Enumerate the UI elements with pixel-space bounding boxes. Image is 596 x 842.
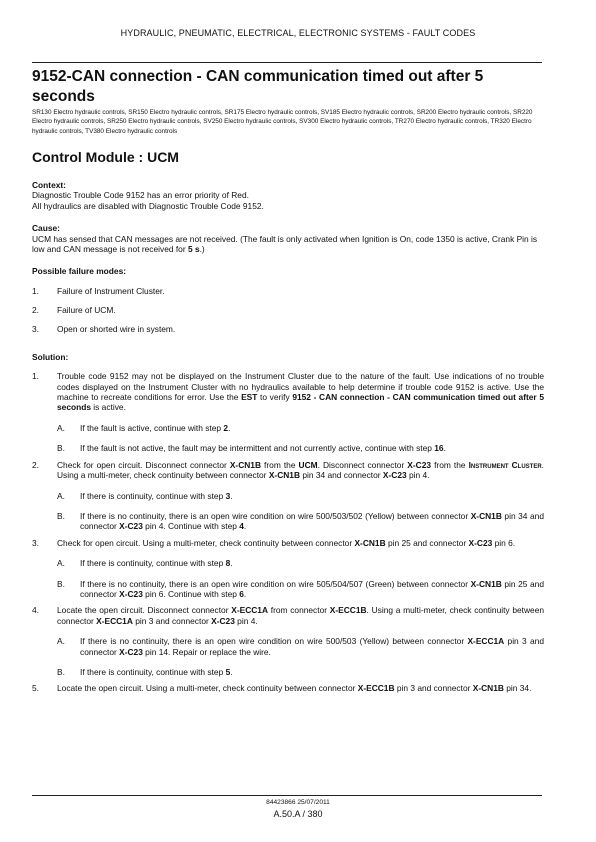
footer-rule <box>32 795 542 796</box>
fault-code-title: 9152-CAN connection - CAN communication timed out after 5 seconds <box>32 68 484 105</box>
step-4-option-b: B. If there is continuity, continue with step 5. <box>57 666 233 677</box>
step-3-option-b: B. If there is no continuity, there is an open wire condition on wire 505/504/507 (Green) between connector X-CN1B pin 25 and connector X-C23 pin 6. Continue with step 6. <box>57 578 544 599</box>
failure-modes-heading: Possible failure modes: <box>32 266 127 277</box>
step-2-option-b: B. If there is no continuity, there is an open wire condition on wire 500/503/502 (Yellow) between connector X-CN1B pin 34 and connector X-C23 pin 4. Continue with step 4. <box>57 510 544 532</box>
document-code: 84423866 25/07/2011 <box>266 799 330 806</box>
failure-mode-item: 1. Failure of Instrument Cluster. <box>32 285 165 296</box>
step-1-option-b: B. If the fault is not active, the fault may be intermittent and not currently active, continue with step 16. <box>57 443 446 454</box>
solution-step-3: 3. Check for open circuit. Using a multi-meter, check continuity between connector X-CN1B pin 25 and connector X-C23 pin 6. <box>32 537 516 548</box>
step-2-option-a: A. If there is continuity, continue with step 3. <box>57 490 233 501</box>
cause-heading: Cause: <box>32 223 60 234</box>
context-line-1: Diagnostic Trouble Code 9152 has an error priority of Red. <box>32 190 249 201</box>
header-rule <box>32 62 542 63</box>
step-1-option-a: A. If the fault is active, continue with step 2. <box>57 422 231 433</box>
section-header: HYDRAULIC, PNEUMATIC, ELECTRICAL, ELECTRONIC SYSTEMS - FAULT CODES <box>120 28 476 38</box>
control-module-title: Control Module : UCM <box>32 149 179 165</box>
solution-step-5: 5. Locate the open circuit. Using a multi-meter, check continuity between connector X-ECC1B pin 3 and connector X-CN1B pin 34. <box>32 683 532 694</box>
step-4-option-a: A. If there is no continuity, there is an open wire condition on wire 500/503 (Yellow) between connector X-ECC1A pin 3 and connector X-C23 pin 14. Repair or replace the wire. <box>57 636 544 657</box>
page-number: A.50.A / 380 <box>273 809 323 819</box>
solution-step-1: 1. Trouble code 9152 may not be displayed on the Instrument Cluster due to the nature of the fault. Use indications of no trouble codes displayed on the Instrument Cluster with no hydraulics available to help determine if trouble code 9152 is active. Use the machine to recreate conditions for error. Use the EST to verify 9152 - CAN connection - CAN communication timed out after 5 seconds is active. <box>32 371 544 413</box>
failure-mode-item: 3. Open or shorted wire in system. <box>32 323 176 334</box>
context-heading: Context: <box>32 180 66 190</box>
step-3-option-a: A. If there is continuity, continue with step 8. <box>57 558 233 569</box>
fault-body <box>32 180 544 694</box>
solution-step-4: 4. Locate the open circuit. Disconnect connector X-ECC1A from connector X-ECC1B. Using a multi-meter, check continuity between connector X-ECC1A pin 3 and connector X-C23 pin 4. <box>32 605 545 626</box>
context-line-2: All hydraulics are disabled with Diagnostic Trouble Code 9152. <box>32 200 264 211</box>
solution-step-2: 2. Check for open circuit. Disconnect connector X-CN1B from the UCM. Disconnect connector X-C23 from the Instrument Cluster. Using a multi-meter, check continuity between connector X-CN1B pin 34 and connector X-C23 pin 4. <box>32 459 544 481</box>
applicable-models: SR130 Electro hydraulic controls, SR150 Electro hydraulic controls, SR175 Electro hydraulic controls, SV185 Electro hydraulic controls, SR200 Electro hydraulic controls, SR220 Electro hydraulic controls, SR250 Electro hydraulic controls, SV250 Electro hydraulic controls, SV300 Electro hydraulic controls, TR270 Electro hydraulic controls, TR320 Electro hydraulic controls, TV380 Electro hydraulic controls <box>32 109 533 135</box>
failure-mode-item: 2. Failure of UCM. <box>32 304 116 315</box>
solution-heading: Solution: <box>32 351 69 362</box>
cause-text: UCM has sensed that CAN messages are not received. (The fault is only activated when Ignition is On, code 1350 is active, Crank Pin is low and CAN message is not received for 5 s.) <box>32 233 538 255</box>
